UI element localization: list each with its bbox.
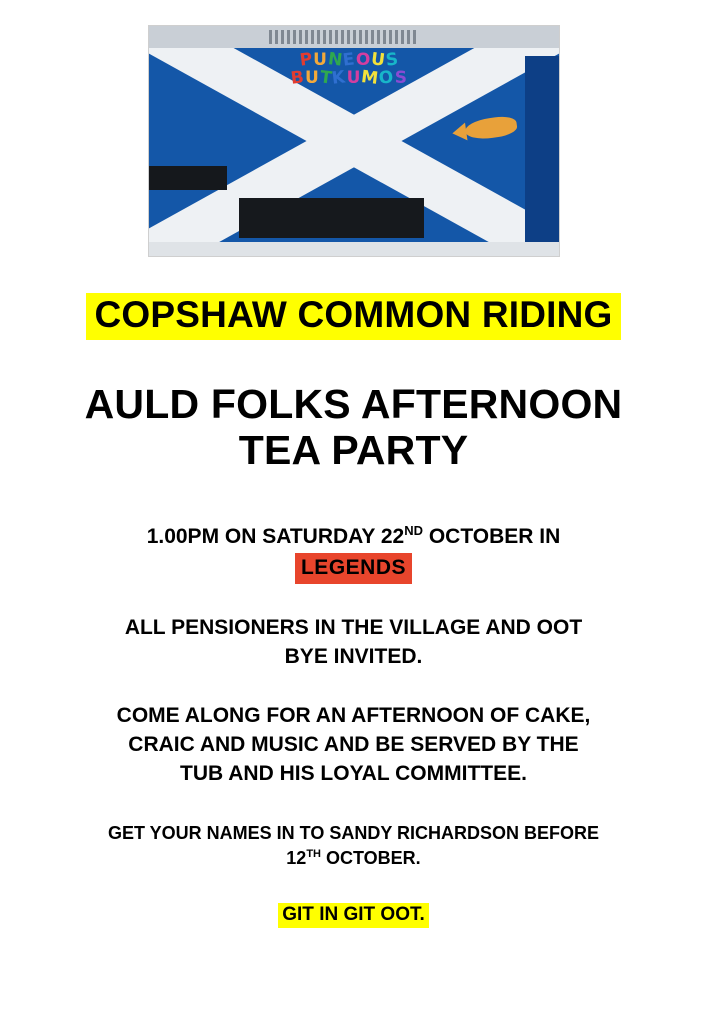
datetime-line (0, 522, 707, 551)
banner-text-line-2: BUTKUMOS (289, 66, 408, 89)
headline-line-2: TEA PARTY (238, 426, 469, 473)
photo-right-edge (525, 56, 559, 256)
page-title: COPSHAW COMMON RIDING (86, 293, 620, 340)
title-banner-row (0, 293, 707, 340)
rsvp-line-2 (22, 846, 685, 871)
rsvp-date-suffix: OCTOBER. (321, 848, 421, 869)
photo-dark-block-bottom (239, 198, 424, 238)
invitation-text (0, 614, 707, 672)
rsvp-line-1: GET YOUR NAMES IN TO SANDY RICHARDSON BEFORE (107, 823, 600, 844)
event-headline (0, 382, 707, 474)
body-line-2: CRAIC AND MUSIC AND BE SERVED BY THE (128, 733, 579, 757)
datetime-ordinal: ND (404, 522, 424, 538)
closing-row (0, 903, 707, 928)
fish-decoration-icon (463, 114, 517, 141)
headline-line-1: AULD FOLKS AFTERNOON (84, 380, 623, 427)
venue-badge: LEGENDS (295, 553, 412, 584)
rsvp-date-prefix: 12 (286, 848, 307, 869)
photo-dark-block-left (149, 166, 227, 190)
invitation-line-1: ALL PENSIONERS IN THE VILLAGE AND OOT (124, 616, 583, 640)
body-text (0, 702, 707, 789)
invitation-line-2: BYE INVITED. (284, 645, 423, 669)
closing-slogan: GIT IN GIT OOT. (278, 903, 429, 928)
photo-bottom-strip (149, 242, 559, 256)
rsvp-date-ordinal: TH (306, 848, 321, 861)
event-datetime (0, 522, 707, 585)
poster-page (0, 25, 707, 1025)
body-line-1: COME ALONG FOR AN AFTERNOON OF CAKE, (116, 704, 591, 728)
photo-top-strip (149, 26, 559, 48)
datetime-prefix: 1.00PM ON SATURDAY 22 (146, 524, 405, 548)
rsvp-text (0, 821, 707, 871)
saltire-flag-icon (149, 26, 559, 256)
banner-text-line-1: PUNEOUS (298, 49, 401, 71)
body-line-3: TUB AND HIS LOYAL COMMITTEE. (180, 762, 527, 786)
datetime-suffix: OCTOBER IN (423, 524, 561, 548)
banner-letter-text (245, 49, 455, 89)
flag-photo (148, 25, 560, 257)
